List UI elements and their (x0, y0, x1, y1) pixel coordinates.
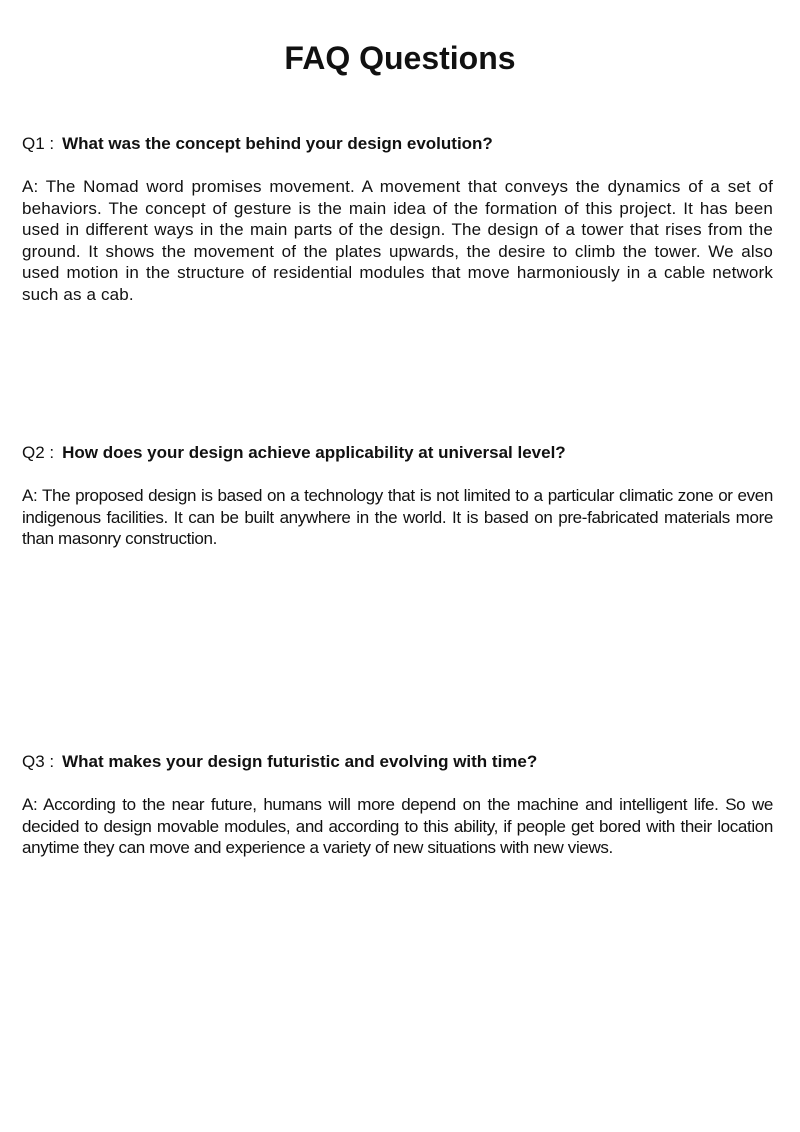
question-label: Q1 : (22, 134, 55, 153)
answer-text: A: The Nomad word promises movement. A movement that conveys the dynamics of a set of behaviors. The concept of gesture is the main idea of the formation of this project. It has been used in different ways in the main parts of the design. The design of a tower that rises from the ground. It shows the movement of the plates upwards, the desire to climb the tower. We also used motion in the structure of residential modules that move harmoniously in a cable network such as a cab. (22, 177, 773, 304)
answer-text: A: According to the near future, humans will more depend on the machine and intelligent life. So we decided to design movable modules, and according to this ability, if people get bored with their location anytime they can move and experience a variety of new situations with new views. (22, 795, 773, 858)
question-label: Q3 : (22, 752, 55, 771)
question-text: How does your design achieve applicability at universal level? (62, 443, 566, 462)
question (22, 442, 773, 463)
faq-item-2 (22, 442, 773, 550)
question-text: What makes your design futuristic and evolving with time? (62, 752, 538, 771)
question (22, 133, 773, 154)
question-label: Q2 : (22, 443, 55, 462)
question (22, 751, 773, 772)
answer-text: A: The proposed design is based on a technology that is not limited to a particular climatic zone or even indigenous facilities. It can be built anywhere in the world. It is based on pre-fabricated materials more than masonry construction. (22, 486, 773, 549)
faq-item-3 (22, 751, 773, 859)
page-title: FAQ Questions (284, 40, 516, 76)
faq-item-1 (22, 133, 773, 306)
question-text: What was the concept behind your design evolution? (62, 134, 493, 153)
